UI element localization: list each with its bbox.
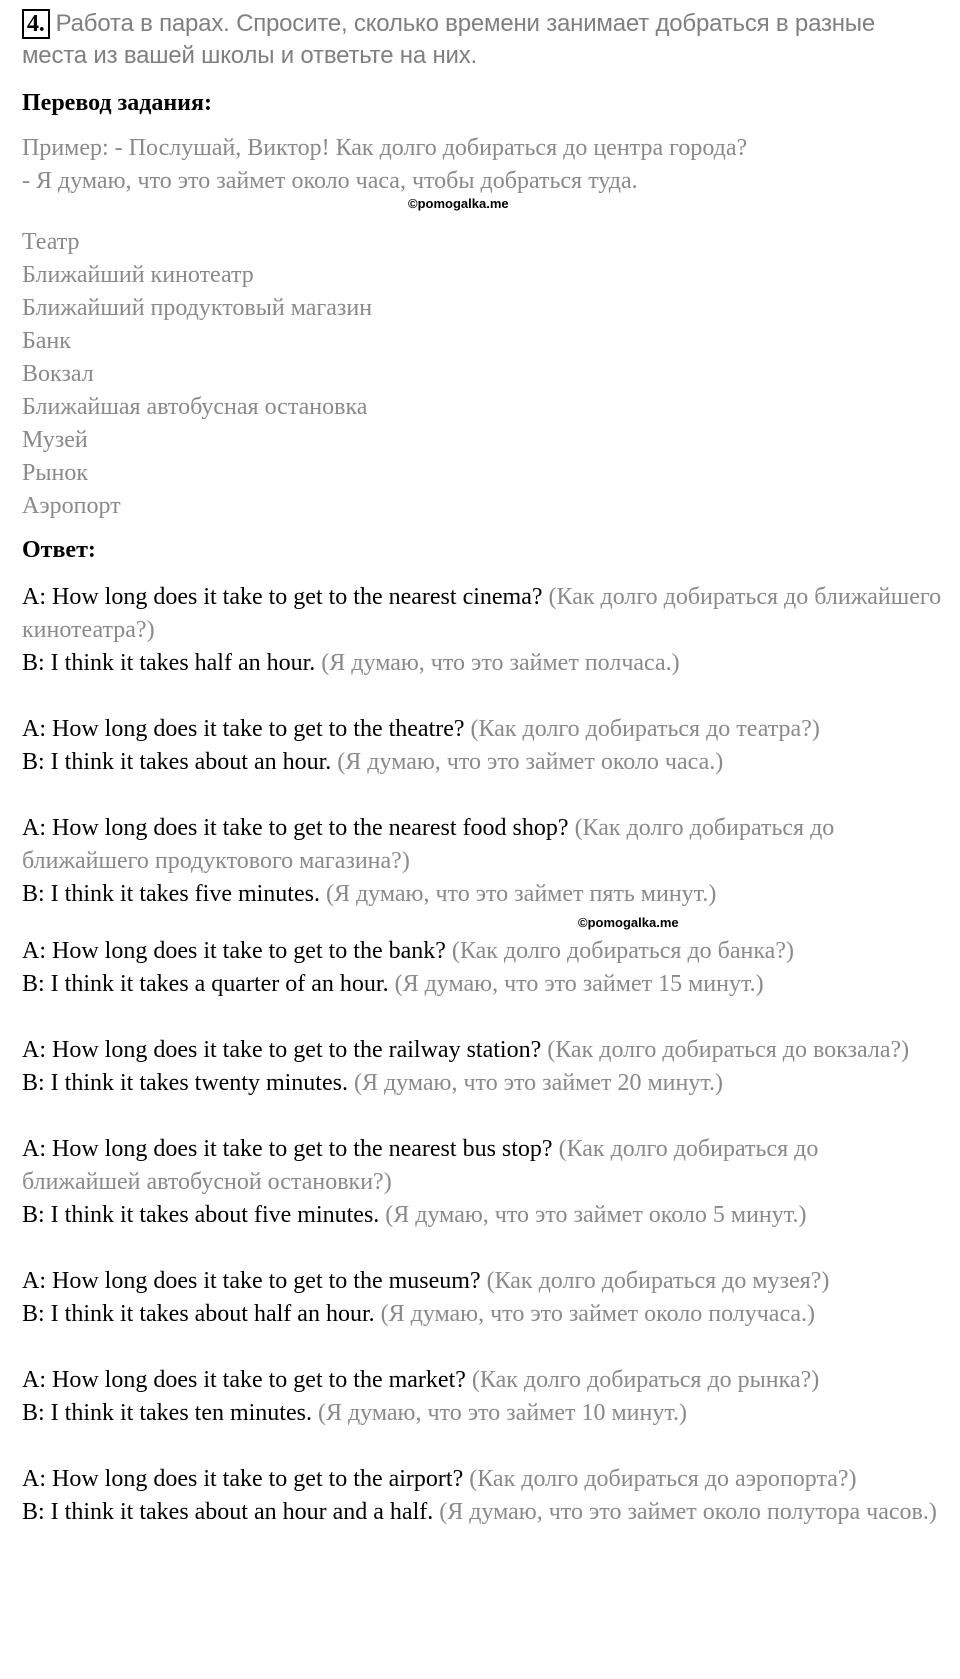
dialogue-block: [22, 713, 942, 779]
question-translation: (Как долго добираться до рынка?): [471, 1367, 820, 1393]
dialogue-block: [22, 1133, 942, 1232]
question-translation: (Как долго добираться до ближайшего кинотеатра?): [22, 584, 942, 643]
question-translation: (Как долго добираться до ближайшего продуктового магазина?): [22, 815, 835, 874]
question-text: A: How long does it take to get to the railway station?: [22, 1037, 542, 1063]
list-item: Театр: [22, 229, 80, 255]
answer-translation: (Я думаю, что это займет 15 минут.): [394, 971, 764, 997]
question-translation: (Как долго добираться до вокзала?): [547, 1037, 910, 1063]
question-translation: (Как долго добираться до банка?): [451, 938, 794, 964]
list-item: Ближайший продуктовый магазин: [22, 295, 373, 321]
question-text: A: How long does it take to get to the nearest food shop?: [22, 815, 569, 841]
question-line: [22, 1463, 942, 1496]
list-item: Ближайшая автобусная остановка: [22, 394, 368, 420]
question-text: A: How long does it take to get to the museum?: [22, 1268, 481, 1294]
question-text: A: How long does it take to get to the theatre?: [22, 716, 465, 742]
answer-translation: (Я думаю, что это займет около получаса.): [380, 1301, 816, 1327]
answer-line: [22, 746, 942, 779]
dialogue-block: [22, 1463, 942, 1529]
question-translation: (Как долго добираться до театра?): [470, 716, 820, 742]
answer-translation: (Я думаю, что это займет около полутора часов.): [439, 1499, 937, 1525]
question-line: [22, 581, 942, 647]
dialogue-block: [22, 935, 942, 1001]
question-translation: (Как долго добираться до аэропорта?): [469, 1466, 857, 1492]
answer-text: B: I think it takes about an hour and a half.: [22, 1499, 434, 1525]
list-item: Банк: [22, 328, 71, 354]
example-line-2: - Я думаю, что это займет около часа, чтобы добраться туда.: [22, 168, 638, 194]
answer-line: [22, 647, 942, 680]
answer-line: [22, 968, 942, 1001]
list-item: Аэропорт: [22, 493, 121, 519]
answer-text: B: I think it takes ten minutes.: [22, 1400, 312, 1426]
answer-text: B: I think it takes twenty minutes.: [22, 1070, 348, 1096]
answer-translation: (Я думаю, что это займет 10 минут.): [317, 1400, 688, 1426]
answer-line: [22, 1496, 942, 1529]
question-text: A: How long does it take to get to the nearest bus stop?: [22, 1136, 553, 1162]
answer-line: [22, 878, 942, 911]
question-text: A: How long does it take to get to the market?: [22, 1367, 466, 1393]
answer-text: B: I think it takes about an hour.: [22, 749, 332, 775]
question-line: [22, 812, 942, 878]
answer-line: [22, 1298, 942, 1331]
example-line-1: Пример: - Послушай, Виктор! Как долго добираться до центра города?: [22, 135, 748, 161]
document-page: [22, 8, 942, 1529]
answer-translation: (Я думаю, что это займет пять минут.): [325, 881, 717, 907]
answer-line: [22, 1067, 942, 1100]
question-line: [22, 713, 942, 746]
dialogue-block: [22, 1265, 942, 1331]
answer-text: B: I think it takes half an hour.: [22, 650, 316, 676]
answer-title: Ответ:: [22, 537, 96, 563]
task-header: [22, 8, 942, 72]
question-line: [22, 935, 942, 968]
question-text: A: How long does it take to get to the airport?: [22, 1466, 464, 1492]
places-list: [22, 226, 942, 523]
answer-translation: (Я думаю, что это займет около часа.): [337, 749, 724, 775]
question-line: [22, 1034, 942, 1067]
question-text: A: How long does it take to get to the nearest cinema?: [22, 584, 543, 610]
answer-line: [22, 1397, 942, 1430]
answer-text: B: I think it takes about five minutes.: [22, 1202, 380, 1228]
answer-translation: (Я думаю, что это займет 20 минут.): [353, 1070, 724, 1096]
question-line: [22, 1265, 942, 1298]
answer-text: B: I think it takes about half an hour.: [22, 1301, 375, 1327]
question-line: [22, 1133, 942, 1199]
example-block: [22, 132, 942, 198]
translation-title: Перевод задания:: [22, 90, 212, 116]
answer-text: B: I think it takes five minutes.: [22, 881, 320, 907]
answer-line: [22, 1199, 942, 1232]
question-translation: (Как долго добираться до музея?): [486, 1268, 830, 1294]
answer-translation: (Я думаю, что это займет около 5 минут.): [385, 1202, 807, 1228]
question-line: [22, 1364, 942, 1397]
list-item: Рынок: [22, 460, 88, 486]
answer-translation: (Я думаю, что это займет полчаса.): [321, 650, 680, 676]
list-item: Ближайший кинотеатр: [22, 262, 254, 288]
dialogue-block: [22, 1364, 942, 1430]
task-number: 4.: [22, 9, 50, 39]
answer-text: B: I think it takes a quarter of an hour.: [22, 971, 389, 997]
dialogue-block: [22, 812, 942, 911]
question-text: A: How long does it take to get to the bank?: [22, 938, 446, 964]
question-translation: (Как долго добираться до ближайшей автобусной остановки?): [22, 1136, 819, 1195]
dialogue-block: [22, 581, 942, 680]
watermark: ©pomogalka.me: [578, 915, 679, 930]
dialogue-block: [22, 1034, 942, 1100]
list-item: Вокзал: [22, 361, 94, 387]
task-text: Работа в парах. Спросите, сколько времени занимает добраться в разные места из вашей школы и ответьте на них.: [22, 10, 876, 69]
watermark: ©pomogalka.me: [408, 196, 509, 211]
list-item: Музей: [22, 427, 88, 453]
